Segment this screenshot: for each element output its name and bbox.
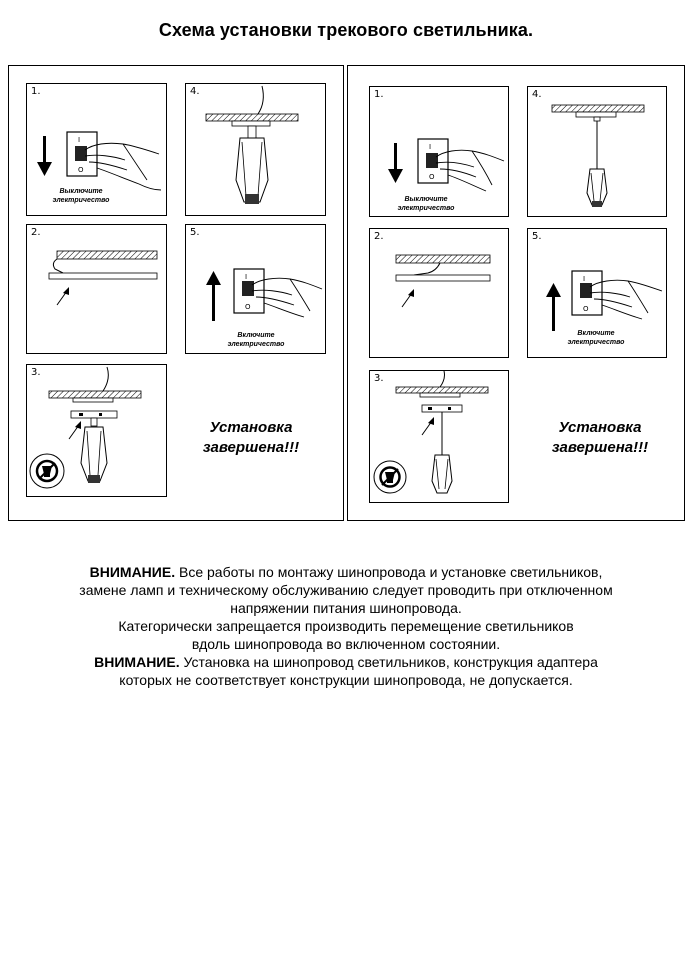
arrow-up-icon [206,271,221,321]
note-line: напряжении питания шинопровода. [230,600,462,616]
right-step-1 [369,86,509,217]
pointer-arrow-icon [422,417,434,435]
adapter-insert-illustration [27,365,168,498]
svg-text:O: O [245,303,251,311]
right-step-4 [527,86,667,217]
left-instruction-panel [8,65,344,521]
bulb-not-included-icon [374,461,406,493]
switch-on-caption: Включите электричество [227,332,285,348]
bulb-not-included-icon [30,454,64,488]
left-step-1 [26,83,167,216]
step-number: 5. [190,227,200,238]
svg-text:I: I [78,136,81,144]
right-step-2 [369,228,509,358]
attention-label: ВНИМАНИЕ. [94,654,180,670]
page-title: Схема установки трекового светильника. [158,20,534,40]
right-instruction-panel [347,65,685,521]
step-number: 4. [190,86,200,97]
left-step-2 [26,224,167,354]
right-step-5 [527,228,667,358]
svg-text:I: I [245,273,248,281]
adapter-insert-pendant-illustration [370,371,510,504]
switch-off-caption: Выключите электричество [52,188,110,204]
svg-text:O: O [583,305,589,313]
arrow-down-icon [37,136,52,176]
safety-notes [0,563,692,689]
left-step-4 [185,83,326,216]
pointer-arrow-icon [57,287,69,305]
switch-on-caption: Включите электричество [567,330,625,346]
step-number: 3. [374,373,384,384]
note-line: которых не соответствует конструкции шинопровода, не допускается. [119,672,573,688]
step-number: 1. [374,89,384,100]
step-number: 5. [532,231,542,242]
left-step-3 [26,364,167,497]
pointer-arrow-icon [402,289,414,307]
step-number: 3. [31,367,41,378]
svg-text:I: I [429,143,432,151]
step-number: 2. [31,227,41,238]
note-line: ВНИМАНИЕ. Установка на шинопровод светильников, конструкция адаптера [94,654,598,670]
step-number: 2. [374,231,384,242]
track-rail-illustration [27,225,168,355]
left-step-5 [185,224,326,354]
right-step-3 [369,370,509,503]
mounted-pendant-illustration [528,87,668,218]
switch-off-caption: Выключите электричество [397,196,455,212]
installation-complete-text: Установка завершена!!! [202,419,300,456]
attention-label: ВНИМАНИЕ. [89,564,176,580]
svg-text:O: O [429,173,435,181]
arrow-down-icon [388,143,403,183]
installation-complete-text: Установка завершена!!! [551,419,649,456]
note-line: вдоль шинопровода во включенном состоянии. [191,636,501,652]
arrow-up-icon [546,283,561,331]
step-number: 4. [532,89,542,100]
note-line: ВНИМАНИЕ. Все работы по монтажу шинопровода и установке светильников, [89,564,603,580]
svg-text:O: O [78,166,84,174]
mounted-spotlight-illustration [186,84,327,217]
svg-text:I: I [583,275,586,283]
step-number: 1. [31,86,41,97]
track-rail-illustration [370,229,510,359]
pointer-arrow-icon [69,421,81,439]
note-line: Категорически запрещается производить перемещение светильников [118,618,574,634]
note-line: замене ламп и техническому обслуживанию следует проводить при отключенном [79,582,613,598]
